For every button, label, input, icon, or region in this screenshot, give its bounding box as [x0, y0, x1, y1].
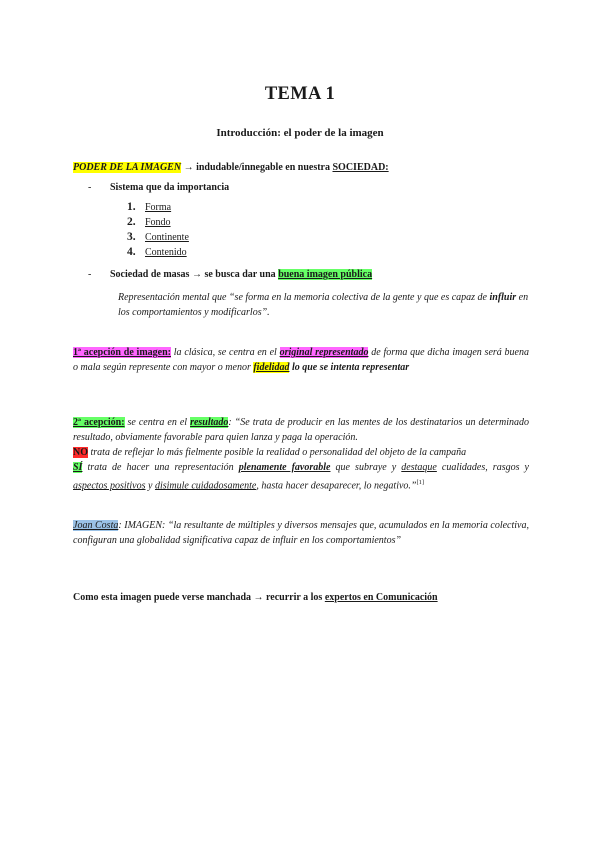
- costa-paragraph: Joan Costa: IMAGEN: “la resultante de múltiples y diversos mensajes que, acumulados en la memoria colectiva, configuran una globalidad significativa capaz de influir en los comportamientos”: [73, 520, 529, 546]
- no-badge: NO: [73, 447, 88, 458]
- acepcion-2-paragraph: 2ª acepción: se centra en el resultado: “Se trata de producir en las mentes de los destinatarios un determinado resultado, obviamente favorable para quien lanza y paga la operación. NO trata de reflejar lo más fielmente posible la realidad o personalidad del objeto de la campaña SÍ trata de hacer una representación plenamente favorable que subraye y destaque cualidades, rasgos y aspectos positivos y disimule cuidadosamente, hasta hacer desaparecer, lo negativo.”[1]: [73, 417, 529, 492]
- bullet-marker-1: -: [88, 182, 92, 193]
- sociedad-label: SOCIEDAD:: [332, 162, 389, 173]
- footnote-ref[interactable]: [1]: [416, 479, 425, 486]
- list-item: 4. Contenido: [127, 246, 187, 258]
- costa-name: Joan Costa: [73, 520, 119, 531]
- si-badge: SÍ: [73, 462, 83, 473]
- acepcion-2-label: 2ª acepción:: [73, 417, 125, 428]
- list-item: 3. Continente: [127, 231, 189, 243]
- bullet-sociedad-masas: Sociedad de masas → se busca dar una buena imagen pública: [110, 269, 373, 280]
- acepcion-1-paragraph: 1ª acepción de imagen: la clásica, se centra en el original representado de forma que dicha imagen será buena o mala según represente con mayor o menor fidelidad lo que se intenta representar: [73, 347, 529, 373]
- definition-paragraph: Representación mental que “se forma en la memoria colectiva de la gente y que es capaz de influir en los comportamientos y modificarlos”.: [118, 292, 529, 318]
- buena-imagen-highlight: buena imagen pública: [278, 269, 373, 280]
- page-subtitle: Introducción: el poder de la imagen: [216, 127, 384, 139]
- poder-imagen-label: PODER DE LA IMAGEN: [73, 162, 182, 173]
- poder-imagen-arrow-text: → indudable/innegable en nuestra: [181, 162, 333, 173]
- ordered-list: [127, 200, 189, 260]
- expertos-label: expertos en Comunicación: [324, 592, 438, 603]
- bullet-sistema: Sistema que da importancia: [110, 182, 230, 193]
- section-poder-imagen: [73, 160, 529, 175]
- closing-line: Como esta imagen puede verse manchada → recurrir a los expertos en Comunicación: [73, 592, 438, 603]
- page-title: TEMA 1: [264, 84, 336, 104]
- list-item: 2. Fondo: [127, 216, 171, 228]
- list-item: 1. Forma: [127, 201, 172, 213]
- acepcion-1-label: 1ª acepción de imagen:: [73, 347, 171, 358]
- bullet-marker-2: -: [88, 269, 92, 280]
